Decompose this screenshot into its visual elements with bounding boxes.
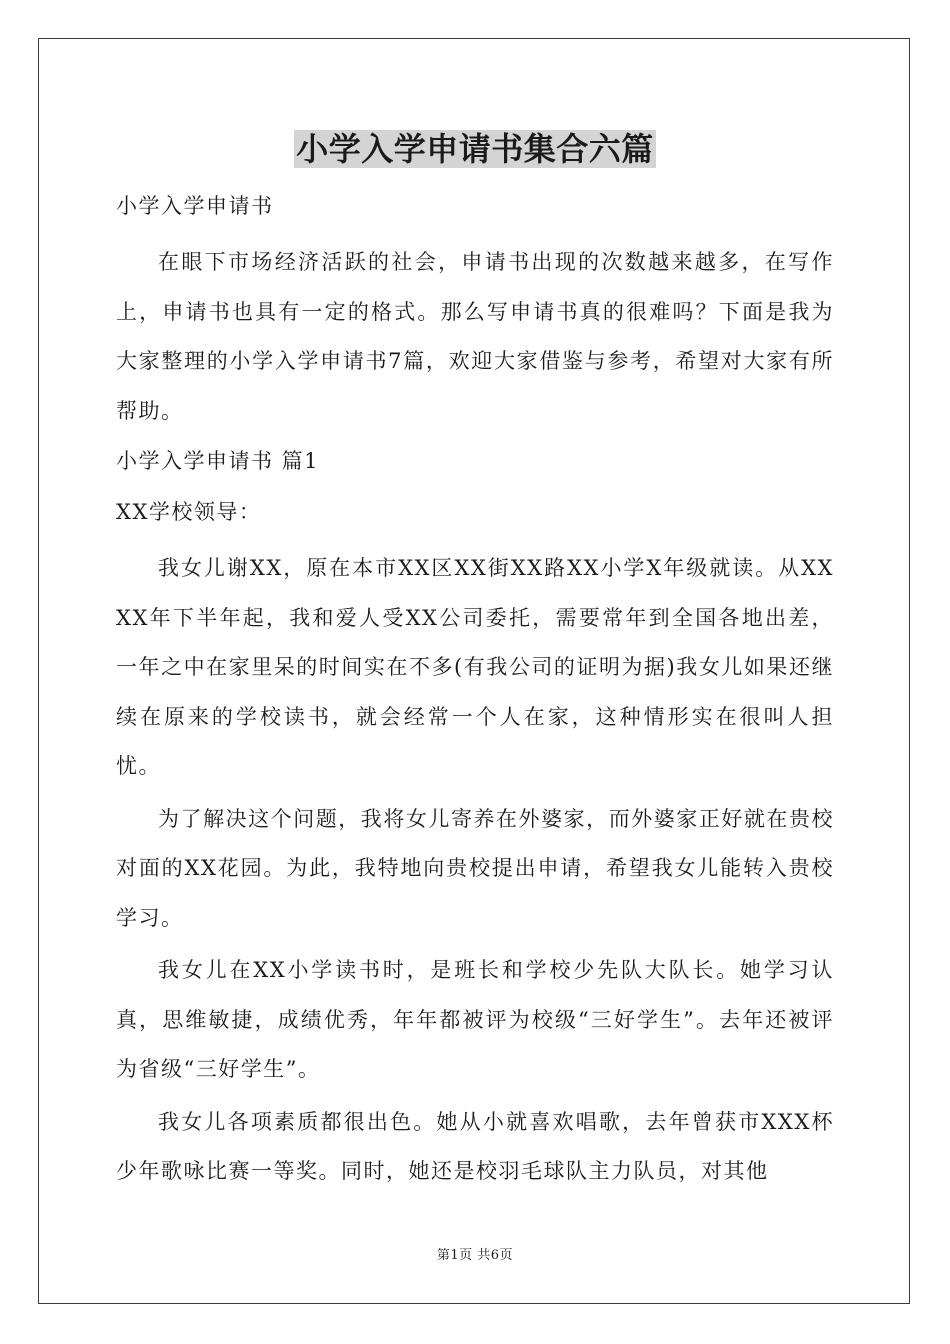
salutation: XX学校领导： — [116, 500, 262, 524]
body-paragraph-4: 我女儿各项素质都很出色。她从小就喜欢唱歌，去年曾获市XXX杯少年歌咏比赛一等奖。同时，她还是校羽毛球队主力队员，对其他 — [116, 1109, 834, 1183]
heading-1: 小学入学申请书 — [116, 194, 274, 218]
body-paragraph-2: 为了解决这个问题，我将女儿寄养在外婆家，而外婆家正好就在贵校对面的XX花园。为此，我特地向贵校提出申请，希望我女儿能转入贵校学习。 — [116, 806, 834, 930]
document-body — [116, 125, 834, 1200]
body-paragraph-3: 我女儿在XX小学读书时，是班长和学校少先队大队长。她学习认真，思维敏捷，成绩优秀，年年都被评为校级“三好学生”。去年还被评为省级“三好学生”。 — [116, 958, 834, 1081]
body-paragraph-1: 我女儿谢XX，原在本市XX区XX街XX路XX小学X年级就读。从XXXX年下半年起，我和爱人受XX公司委托，需要常年到全国各地出差，一年之中在家里呆的时间实在不多(有我公司的证明为据)我女儿如果还继续在原来的学校读书，就会经常一个人在家，这种情形实在很叫人担忧。 — [116, 556, 834, 778]
page-number: 第1页 共6页 — [436, 1248, 514, 1263]
section-1-heading: 小学入学申请书 篇1 — [116, 449, 320, 473]
intro-paragraph: 在眼下市场经济活跃的社会，申请书出现的次数越来越多，在写作上，申请书也具有一定的格式。那么写申请书真的很难吗？下面是我为大家整理的小学入学申请书7篇，欢迎大家借鉴与参考，希望对大家有所帮助。 — [116, 250, 834, 423]
document-title — [116, 125, 834, 173]
document-title-text: 小学入学申请书集合六篇 — [296, 130, 654, 168]
